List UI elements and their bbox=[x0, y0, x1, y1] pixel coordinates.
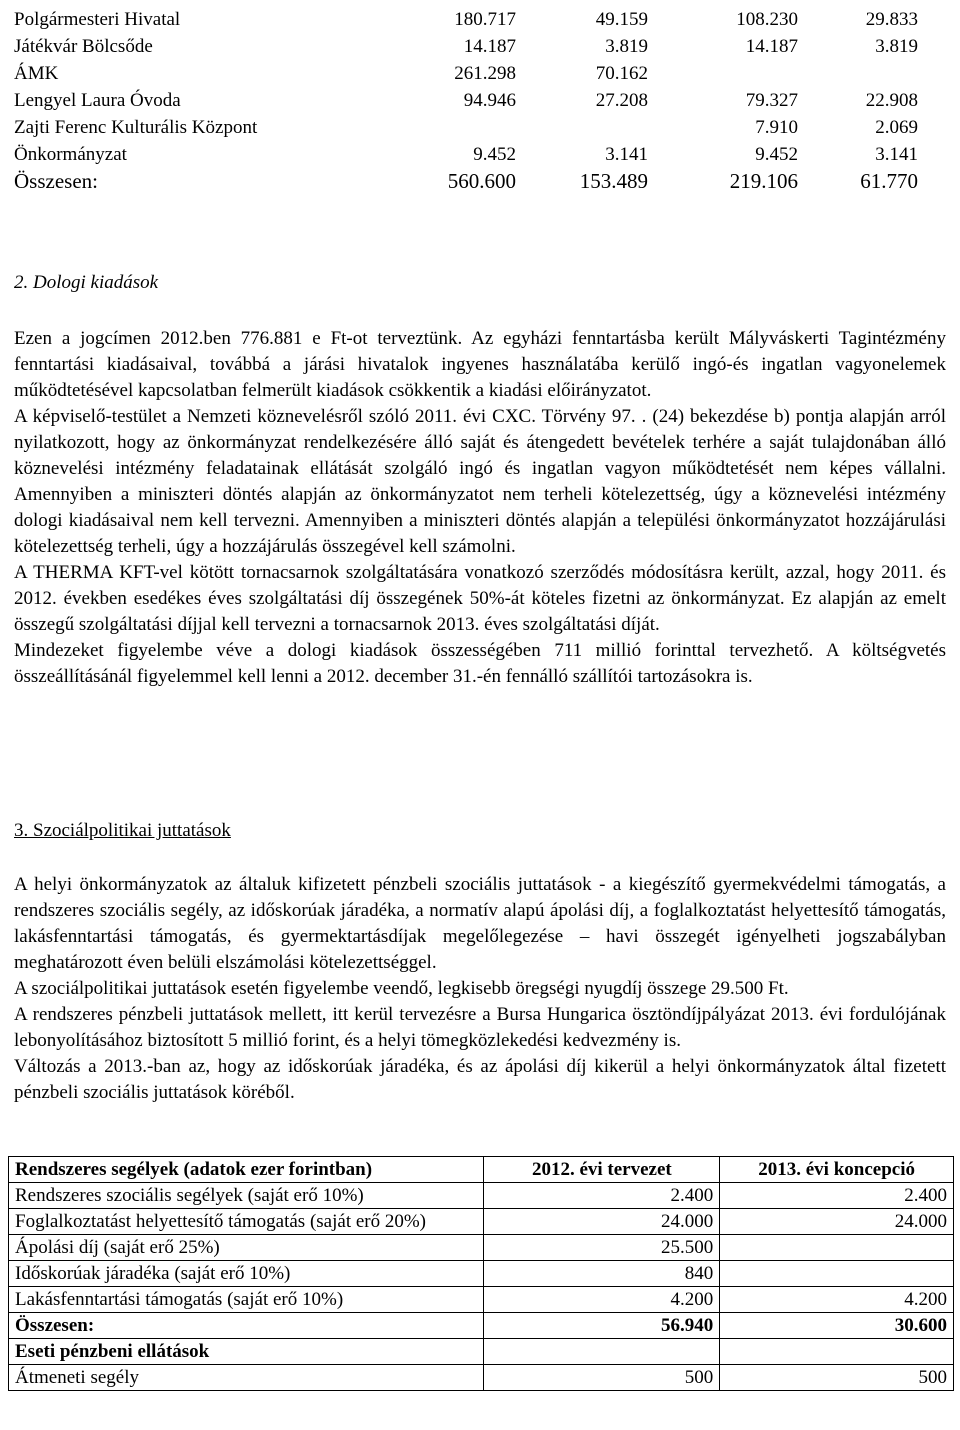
row-value bbox=[374, 114, 516, 141]
row-value: 94.946 bbox=[463, 90, 516, 111]
table-row bbox=[9, 1261, 954, 1287]
row-value-2012: 25.500 bbox=[484, 1235, 720, 1261]
row-value-2013: 2.400 bbox=[720, 1183, 954, 1209]
column-header: 2013. évi koncepció bbox=[720, 1157, 954, 1183]
total-value: 560.600 bbox=[447, 169, 516, 193]
row-value: 22.908 bbox=[865, 90, 918, 111]
section-body-szocialpolitikai-juttatasok bbox=[14, 872, 946, 1106]
row-value bbox=[798, 60, 918, 87]
row-name: Zajti Ferenc Kulturális Központ bbox=[14, 117, 258, 138]
row-value: 9.452 bbox=[473, 144, 516, 165]
paragraph: A képviselő-testület a Nemzeti köznevelésről szóló 2011. évi CXC. Törvény 97. . (24) bekezdése b) pontja alapján arról nyilatkozott, hogy az önkormányzat rendelkezésére álló saját és átengedett bevételek terhére a saját tulajdonában álló köznevelési intézmény feladatainak ellátását szolgáló ingó és ingatlan vagyon működtetését nem képes vállalni. Amennyiben a miniszteri döntés alapján az önkormányzatot nem terheli kötelezettség, úgy a köznevelési intézmény dologi kiadásaival nem kell tervezni. Amennyiben a miniszteri döntés alapján a települési önkormányzatot hozzájárulási kötelezettség terheli, úgy a hozzájárulás összegével kell számolni. bbox=[14, 406, 946, 557]
row-value: 14.187 bbox=[745, 36, 798, 57]
benefits-table bbox=[8, 1156, 954, 1391]
table-row bbox=[14, 141, 954, 168]
row-value: 70.162 bbox=[595, 63, 648, 84]
row-value-2012: 500 bbox=[484, 1365, 720, 1391]
table-total-row bbox=[14, 168, 954, 195]
section-heading-szocialpolitikai-juttatasok: 3. Szociálpolitikai juttatások bbox=[14, 820, 231, 841]
row-value: 261.298 bbox=[454, 63, 516, 84]
paragraph: A szociálpolitikai juttatások esetén figyelembe veendő, legkisebb öregségi nyugdíj összege 29.500 Ft. bbox=[14, 978, 789, 999]
row-value: 3.141 bbox=[605, 144, 648, 165]
table-row bbox=[14, 60, 954, 87]
row-label: Foglalkoztatást helyettesítő támogatás (saját erő 20%) bbox=[9, 1209, 484, 1235]
row-label: Átmeneti segély bbox=[9, 1365, 484, 1391]
empty-cell bbox=[720, 1339, 954, 1365]
table-subheader-row bbox=[9, 1339, 954, 1365]
table-row bbox=[14, 6, 954, 33]
paragraph: A helyi önkormányzatok az általuk kifizetett pénzbeli szociális juttatások - a kiegészítő gyermekvédelmi támogatás, a rendszeres szociális segély, az időskorúak járadéka, a normatív alapú ápolási díj, a foglalkoztatást helyettesítő támogatás, lakásfenntartási támogatás, és gyermektartásdíjak megelőlegezése – havi összegét igényelheti jogszabályban meghatározott éven belüli elszámolási kötelezettséggel. bbox=[14, 874, 946, 973]
table-row bbox=[9, 1365, 954, 1391]
row-label: Lakásfenntartási támogatás (saját erő 10%) bbox=[9, 1287, 484, 1313]
row-value-2012: 24.000 bbox=[484, 1209, 720, 1235]
total-value-2013: 30.600 bbox=[720, 1313, 954, 1339]
paragraph: Változás a 2013.-ban az, hogy az időskorúak járadéka, és az ápolási díj kikerül a helyi önkormányzatok által fizetett pénzbeli szociális juttatások köréből. bbox=[14, 1056, 946, 1103]
row-value: 79.327 bbox=[745, 90, 798, 111]
row-value: 2.069 bbox=[875, 117, 918, 138]
paragraph: A THERMA KFT-vel kötött tornacsarnok szolgáltatására vonatkozó szerződés módosításra került, azzal, hogy 2011. és 2012. években esedékes éves szolgáltatási díj összegének 50%-át köteles fizetni az önkormányzat. Ez alapján az emelt összegű szolgáltatási díjjal kell tervezni a tornacsarnok 2013. éves szolgáltatási díját. bbox=[14, 562, 946, 635]
total-value-2012: 56.940 bbox=[484, 1313, 720, 1339]
table-header-row bbox=[9, 1157, 954, 1183]
row-value: 14.187 bbox=[463, 36, 516, 57]
row-value bbox=[516, 114, 648, 141]
section-body-dologi-kiadasok bbox=[14, 326, 946, 690]
row-value: 3.819 bbox=[605, 36, 648, 57]
table-row bbox=[14, 114, 954, 141]
paragraph: Mindezeket figyelembe véve a dologi kiadások összességében 711 millió forinttal tervezhető. A költségvetés összeállításánál figyelemmel kell lenni a 2012. december 31.-én fennálló szállítói tartozásokra is. bbox=[14, 640, 946, 687]
paragraph: Ezen a jogcímen 2012.ben 776.881 e Ft-ot terveztünk. Az egyházi fenntartásba került Mályváskerti Tagintézmény fenntartási kiadásaival, továbbá a járási hivatalok ingyenes használatába kerülő ingó-és ingatlan vagyonelemek működtetésével kapcsolatban felmerült kiadások csökkentik a kiadási előirányzatot. bbox=[14, 328, 946, 401]
row-value-2013: 500 bbox=[720, 1365, 954, 1391]
column-header: 2012. évi tervezet bbox=[484, 1157, 720, 1183]
table-row bbox=[14, 87, 954, 114]
total-value: 153.489 bbox=[579, 169, 648, 193]
table-total-row bbox=[9, 1313, 954, 1339]
table-row bbox=[14, 33, 954, 60]
row-value-2012: 840 bbox=[484, 1261, 720, 1287]
row-value: 180.717 bbox=[454, 9, 516, 30]
row-value-2012: 4.200 bbox=[484, 1287, 720, 1313]
row-label: Ápolási díj (saját erő 25%) bbox=[9, 1235, 484, 1261]
subheader-label: Eseti pénzbeni ellátások bbox=[9, 1339, 484, 1365]
row-value: 49.159 bbox=[595, 9, 648, 30]
row-value: 3.141 bbox=[875, 144, 918, 165]
row-name: Polgármesteri Hivatal bbox=[14, 9, 181, 30]
row-label: Rendszeres szociális segélyek (saját erő 10%) bbox=[9, 1183, 484, 1209]
row-value: 108.230 bbox=[736, 9, 798, 30]
row-value: 29.833 bbox=[865, 9, 918, 30]
row-value: 27.208 bbox=[595, 90, 648, 111]
table-row bbox=[9, 1209, 954, 1235]
row-value-2013 bbox=[720, 1235, 954, 1261]
row-name: ÁMK bbox=[14, 63, 59, 84]
row-name: Önkormányzat bbox=[14, 144, 127, 165]
budget-summary-table bbox=[14, 6, 954, 195]
total-label: Összesen: bbox=[9, 1313, 484, 1339]
row-value: 9.452 bbox=[755, 144, 798, 165]
paragraph: A rendszeres pénzbeli juttatások mellett, itt kerül tervezésre a Bursa Hungarica ösztöndíjpályázat 2013. évi fordulójának lebonyolításához biztosított 5 millió forint, és a helyi tömegközlekedési kedvezmény is. bbox=[14, 1004, 946, 1051]
row-name: Játékvár Bölcsőde bbox=[14, 36, 153, 57]
total-value: 61.770 bbox=[860, 169, 918, 193]
column-header: Rendszeres segélyek (adatok ezer forintban) bbox=[9, 1157, 484, 1183]
row-name: Lengyel Laura Óvoda bbox=[14, 90, 181, 111]
row-value: 3.819 bbox=[875, 36, 918, 57]
row-label: Időskorúak járadéka (saját erő 10%) bbox=[9, 1261, 484, 1287]
row-value-2013: 4.200 bbox=[720, 1287, 954, 1313]
row-value-2012: 2.400 bbox=[484, 1183, 720, 1209]
table-row bbox=[9, 1183, 954, 1209]
table-row bbox=[9, 1235, 954, 1261]
total-label: Összesen: bbox=[14, 169, 98, 193]
total-value: 219.106 bbox=[729, 169, 798, 193]
section-heading-dologi-kiadasok: 2. Dologi kiadások bbox=[14, 272, 159, 293]
empty-cell bbox=[484, 1339, 720, 1365]
row-value-2013: 24.000 bbox=[720, 1209, 954, 1235]
table-row bbox=[9, 1287, 954, 1313]
row-value: 7.910 bbox=[755, 117, 798, 138]
row-value bbox=[648, 60, 798, 87]
row-value-2013 bbox=[720, 1261, 954, 1287]
